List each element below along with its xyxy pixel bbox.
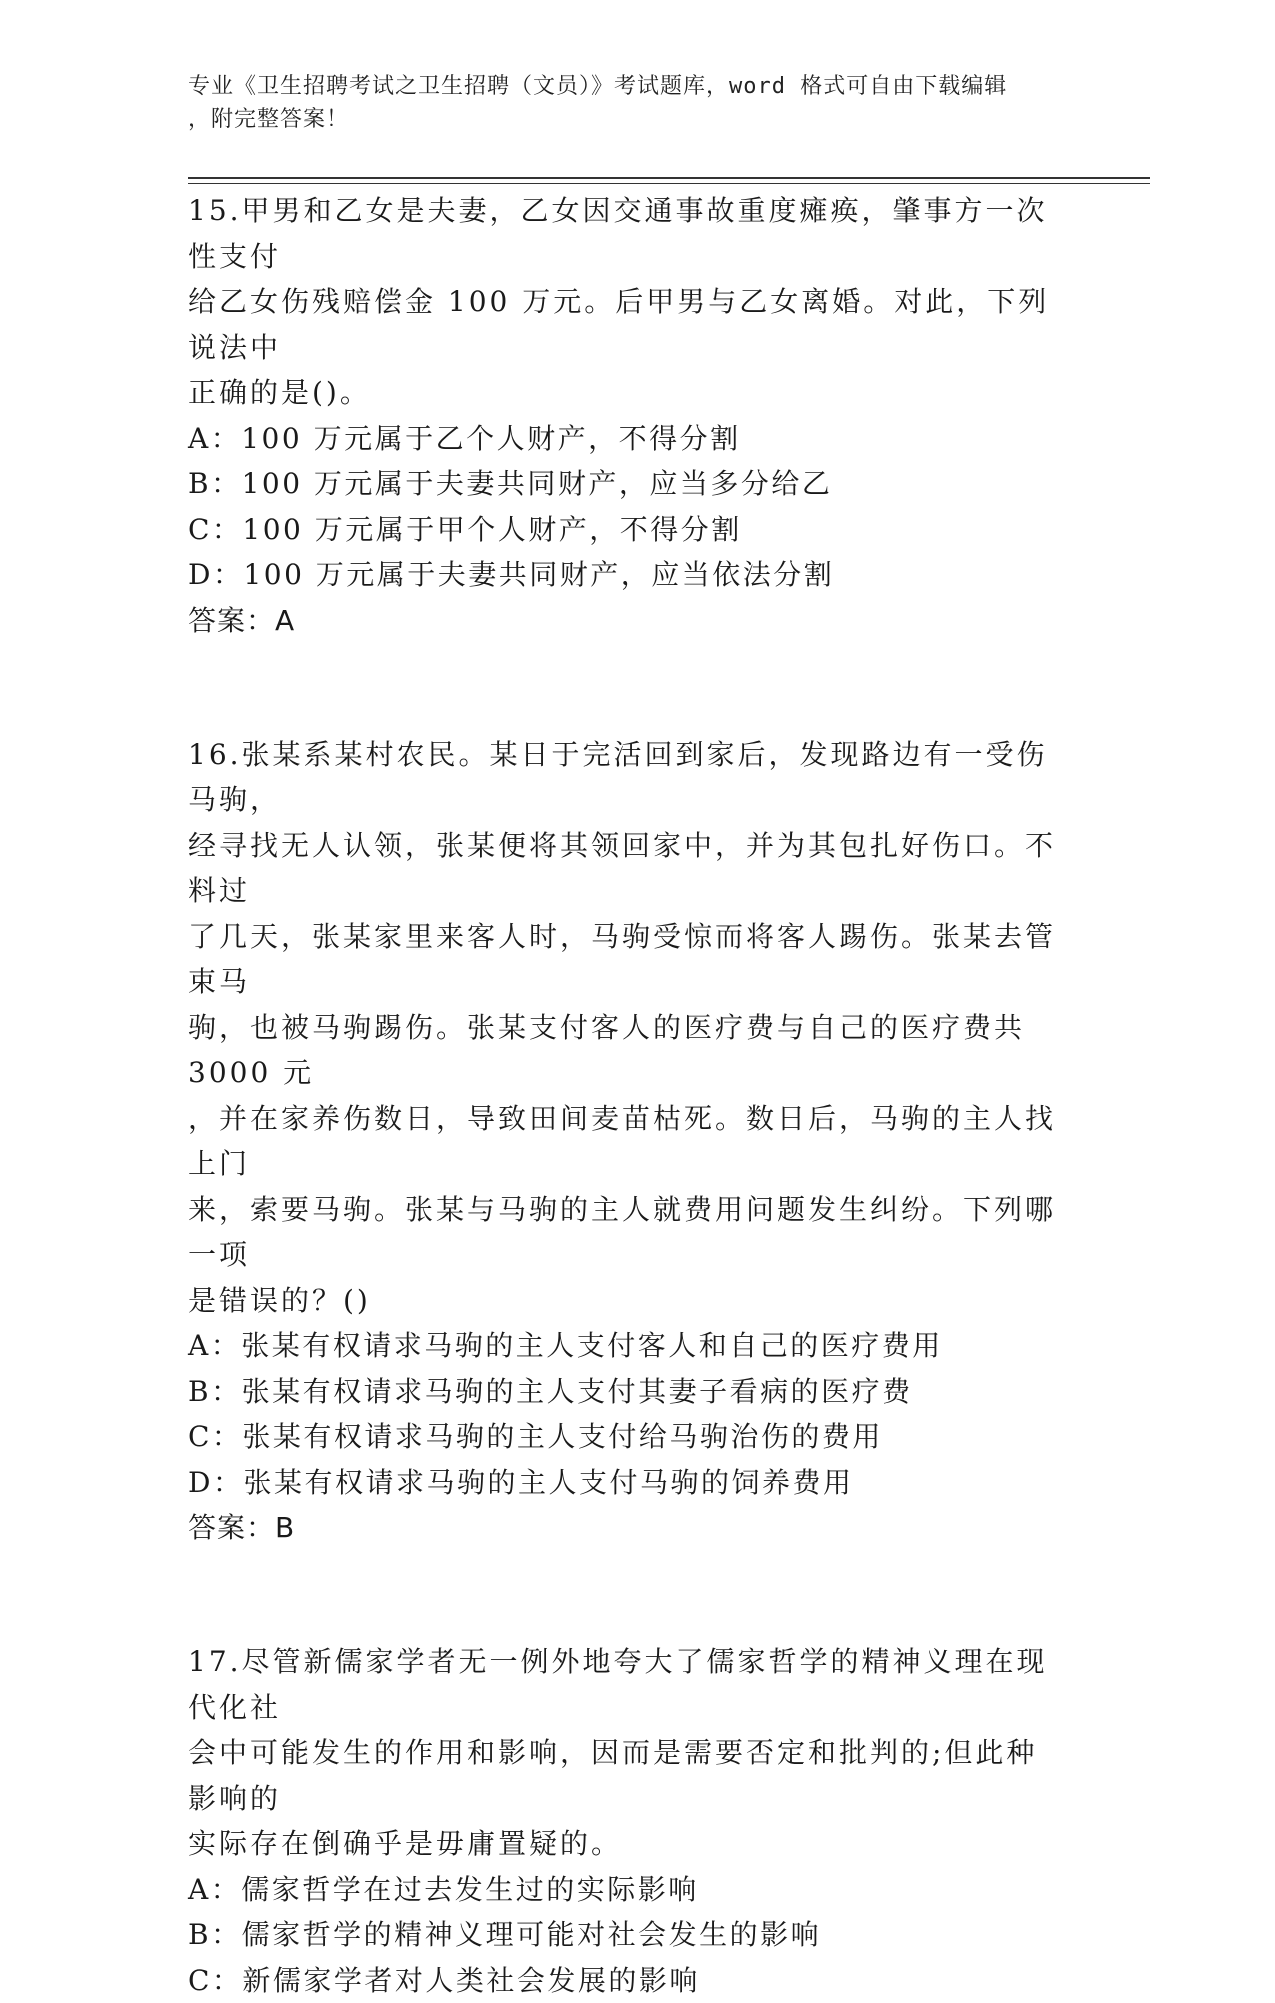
option-a: A：张某有权请求马驹的主人支付客人和自己的医疗费用 <box>188 1323 1068 1369</box>
option-b: B：张某有权请求马驹的主人支付其妻子看病的医疗费 <box>188 1369 1068 1415</box>
option-b: B：儒家哲学的精神义理可能对社会发生的影响 <box>188 1912 1068 1958</box>
option-b: B：100 万元属于夫妻共同财产，应当多分给乙 <box>188 461 1068 507</box>
question-stem-line: 实际存在倒确乎是毋庸置疑的。 <box>188 1821 1068 1867</box>
question-stem-line: 经寻找无人认领，张某便将其领回家中，并为其包扎好伤口。不料过 <box>188 823 1068 914</box>
question-list <box>188 188 1068 2003</box>
question-17 <box>188 1639 1068 2003</box>
spacer <box>188 644 1068 732</box>
option-d: D：张某有权请求马驹的主人支付马驹的饲养费用 <box>188 1460 1068 1506</box>
header-divider-thick <box>188 177 1150 179</box>
spacer <box>188 1551 1068 1639</box>
question-stem-line: 会中可能发生的作用和影响，因而是需要否定和批判的;但此种影响的 <box>188 1730 1068 1821</box>
question-stem-line: 给乙女伤残赔偿金 100 万元。后甲男与乙女离婚。对此，下列说法中 <box>188 279 1068 370</box>
option-c: C：100 万元属于甲个人财产，不得分割 <box>188 507 1068 553</box>
question-stem-line: 来，索要马驹。张某与马驹的主人就费用问题发生纠纷。下列哪一项 <box>188 1187 1068 1278</box>
answer-line: 答案：A <box>188 598 1068 644</box>
answer-line: 答案：B <box>188 1505 1068 1551</box>
question-15 <box>188 188 1068 644</box>
question-stem-line: 16.张某系某村农民。某日于完活回到家后，发现路边有一受伤马驹， <box>188 732 1068 823</box>
option-d: D：100 万元属于夫妻共同财产，应当依法分割 <box>188 552 1068 598</box>
header-line-2: ，附完整答案！ <box>188 103 1068 136</box>
question-16 <box>188 732 1068 1552</box>
option-a: A：100 万元属于乙个人财产，不得分割 <box>188 416 1068 462</box>
question-stem-line: 17.尽管新儒家学者无一例外地夸大了儒家哲学的精神义理在现代化社 <box>188 1639 1068 1730</box>
question-stem-line: ，并在家养伤数日，导致田间麦苗枯死。数日后，马驹的主人找上门 <box>188 1096 1068 1187</box>
header-line-1: 专业《卫生招聘考试之卫生招聘（文员）》考试题库，word 格式可自由下载编辑 <box>188 70 1068 103</box>
header-divider-thin <box>188 183 1150 184</box>
question-stem-line: 了几天，张某家里来客人时，马驹受惊而将客人踢伤。张某去管束马 <box>188 914 1068 1005</box>
option-c: C：张某有权请求马驹的主人支付给马驹治伤的费用 <box>188 1414 1068 1460</box>
question-stem-line: 驹，也被马驹踢伤。张某支付客人的医疗费与自己的医疗费共 3000 元 <box>188 1005 1068 1096</box>
question-stem-line: 15.甲男和乙女是夫妻，乙女因交通事故重度瘫痪，肇事方一次性支付 <box>188 188 1068 279</box>
option-c: C：新儒家学者对人类社会发展的影响 <box>188 1958 1068 2003</box>
question-stem-line: 是错误的？() <box>188 1278 1068 1324</box>
question-stem-line: 正确的是()。 <box>188 370 1068 416</box>
option-a: A：儒家哲学在过去发生过的实际影响 <box>188 1867 1068 1913</box>
document-header <box>188 70 1068 136</box>
